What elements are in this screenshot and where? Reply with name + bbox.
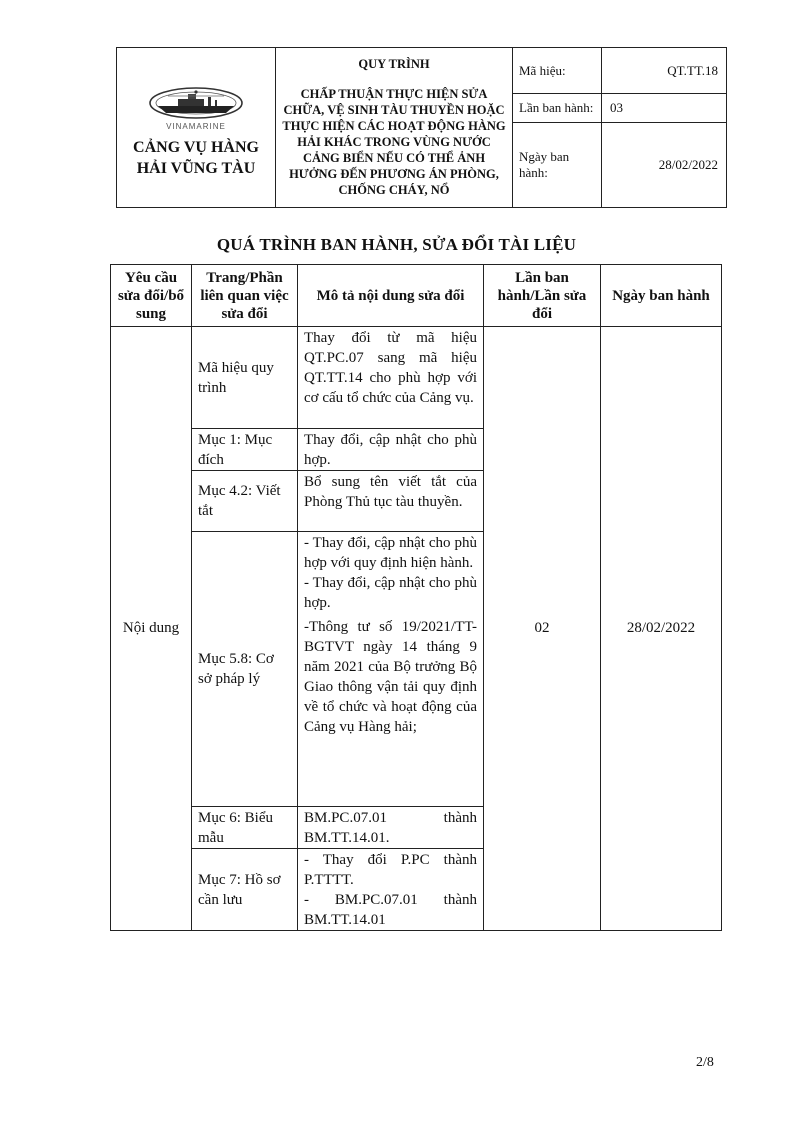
header-revision: Lần ban hành/Lần sửa đổi [484,265,601,327]
description-text: - Thay đổi, cập nhật cho phù hợp với quy định hiện hành. [304,535,477,571]
description-cell [298,849,484,931]
page-number: 2/8 [696,1055,714,1070]
description-text: - BM.PC.07.01 thành BM.TT.14.01 [304,892,477,928]
description-cell [298,532,484,807]
description-text: - Thay đổi, cập nhật cho phù hợp. [304,575,477,611]
section-cell: Mục 4.2: Viết tắt [192,471,298,532]
header-section: Trang/Phần liên quan việc sửa đổi [192,265,298,327]
meta-value-date: 28/02/2022 [602,123,727,208]
header-description: Mô tả nội dung sửa đổi [298,265,484,327]
description-text: -Thông tư số 19/2021/TT-BGTVT ngày 14 tháng 9 năm 2021 của Bộ trưởng Bộ Giao thông vận tải quy định về tổ chức và hoạt động của Cảng vụ Hàng hải; [304,619,477,735]
revision-cell: 02 [484,327,601,931]
vinamarine-logo-icon [148,86,244,120]
procedure-title: CHẤP THUẬN THỰC HIỆN SỬA CHỮA, VỆ SINH TÀU THUYỀN HOẶC THỰC HIỆN CÁC HOẠT ĐỘNG HÀNG HẢI KHÁC TRONG VÙNG NƯỚC CẢNG BIỂN NẾU CÓ THỂ ẢNH HƯỞNG ĐẾN PHƯƠNG ÁN PHÒNG, CHỐNG CHÁY, NỔ [282,87,506,197]
meta-value-code: QT.TT.18 [602,48,727,94]
table-header-row [111,265,722,327]
section-cell: Mục 6: Biểu mẫu [192,807,298,849]
procedure-title-cell [276,48,513,208]
description-text: - Thay đổi P.PC thành P.TTTT. [304,852,477,888]
description-cell [298,807,484,849]
description-cell [298,327,484,429]
description-cell [298,429,484,471]
revision-history-table [110,264,722,931]
section-cell: Mục 5.8: Cơ sở pháp lý [192,532,298,807]
section-cell: Mã hiệu quy trình [192,327,298,429]
request-cell: Nội dung [111,327,192,931]
organization-name: CẢNG VỤ HÀNG HẢI VŨNG TÀU [133,139,259,177]
table-row [111,327,722,429]
logo-text: VINAMARINE [166,122,226,131]
description-text: Thay đổi từ mã hiệu QT.PC.07 sang mã hiệu QT.TT.14 cho phù hợp với cơ cấu tổ chức của Cảng vụ. [304,330,477,406]
logo-cell [117,48,276,208]
description-text: Thay đổi, cập nhật cho phù hợp. [304,432,477,468]
date-cell: 28/02/2022 [601,327,722,931]
section-cell: Mục 7: Hồ sơ cần lưu [192,849,298,931]
meta-label-code: Mã hiệu: [513,48,602,94]
header-request: Yêu cầu sửa đổi/bổ sung [111,265,192,327]
description-text: Bổ sung tên viết tắt của Phòng Thủ tục tàu thuyền. [304,474,477,510]
document-header [116,47,727,208]
description-cell [298,471,484,532]
header-date: Ngày ban hành [601,265,722,327]
description-text: BM.PC.07.01 thành BM.TT.14.01. [304,810,477,846]
document-type: QUY TRÌNH [358,57,430,71]
meta-label-date: Ngày ban hành: [513,123,602,208]
meta-label-issue: Lần ban hành: [513,94,602,123]
section-title: QUÁ TRÌNH BAN HÀNH, SỬA ĐỔI TÀI LIỆU [216,235,577,254]
section-cell: Mục 1: Mục đích [192,429,298,471]
meta-value-issue: 03 [602,94,727,123]
